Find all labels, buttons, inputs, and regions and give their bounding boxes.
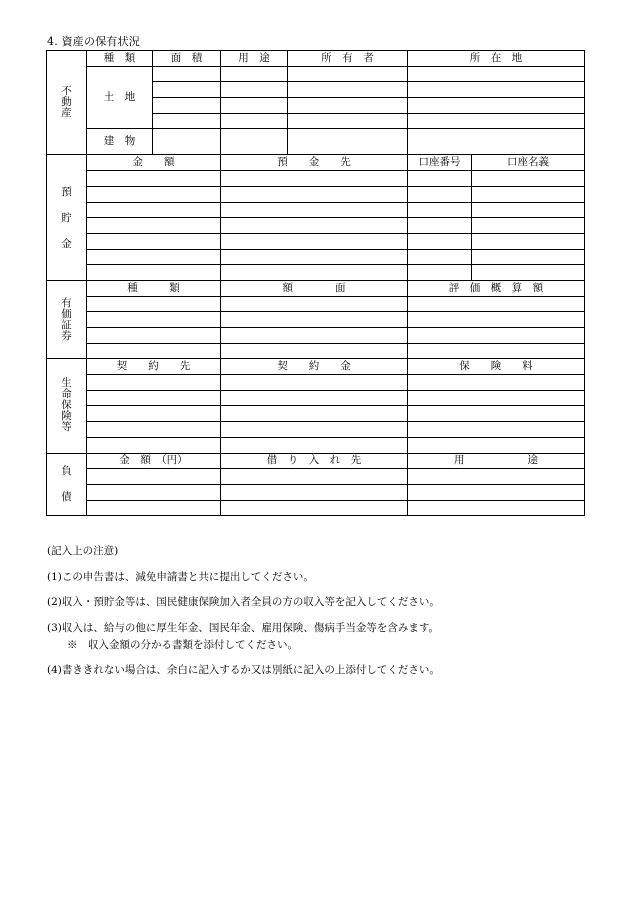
land-location-cell[interactable]: [408, 113, 585, 129]
land-use-cell[interactable]: [221, 66, 288, 82]
land-label: 土 地: [87, 66, 153, 129]
header-owner: 所 有 者: [288, 51, 408, 67]
header-account-name: 口座名義: [472, 155, 585, 171]
header-securities-type: 種 類: [87, 280, 221, 296]
note-item: (4)書ききれない場合は、余白に記入するか又は別紙に記入の上添付してください。: [47, 664, 440, 676]
debt-label: 負 債: [47, 453, 87, 516]
header-bank: 預 金 先: [221, 155, 408, 171]
section-title: 4. 資産の保有状況: [47, 35, 140, 48]
header-area: 面 積: [153, 51, 221, 67]
land-owner-cell[interactable]: [288, 98, 408, 114]
land-use-cell[interactable]: [221, 113, 288, 129]
header-insurer: 契 約 先: [87, 359, 221, 375]
header-estimated-value: 評 価 概 算 額: [408, 280, 585, 296]
header-type: 種 類: [87, 51, 153, 67]
debt-row[interactable]: [47, 469, 585, 485]
securities-row[interactable]: [47, 343, 585, 359]
land-area-cell[interactable]: [153, 98, 221, 114]
securities-row[interactable]: [47, 296, 585, 312]
note-item: (2)収入・預貯金等は、国民健康保険加入者全員の方の収入等を記入してください。: [47, 596, 440, 608]
land-area-cell[interactable]: [153, 113, 221, 129]
real-estate-label: 不 動 産: [47, 51, 87, 155]
land-use-cell[interactable]: [221, 98, 288, 114]
insurance-row[interactable]: [47, 375, 585, 391]
header-premium: 保 険 料: [408, 359, 585, 375]
debt-row[interactable]: [47, 484, 585, 500]
land-area-cell[interactable]: [153, 66, 221, 82]
savings-label: 預 貯 金: [47, 155, 87, 281]
savings-row[interactable]: [47, 249, 585, 265]
insurance-row[interactable]: [47, 437, 585, 453]
header-location: 所 在 地: [408, 51, 585, 67]
notes-heading: (記入上の注意): [47, 545, 119, 557]
land-owner-cell[interactable]: [288, 82, 408, 98]
savings-row[interactable]: [47, 202, 585, 218]
asset-table: [46, 50, 585, 516]
securities-row[interactable]: [47, 312, 585, 328]
header-lender: 借 り 入 れ 先: [221, 453, 408, 469]
header-debt-amount: 金 額 （円）: [87, 453, 221, 469]
securities-label: 有 価 証 券: [47, 280, 87, 358]
note-item: (3)収入は、給与の他に厚生年金、国民年金、雇用保険、傷病手当金等を含みます。: [47, 622, 440, 634]
insurance-row[interactable]: [47, 406, 585, 422]
note-item: (1)この申告書は、減免申請書と共に提出してください。: [47, 571, 314, 583]
insurance-label: 生 命 保 険 等: [47, 359, 87, 453]
header-amount: 金 額: [87, 155, 221, 171]
building-area-cell[interactable]: [153, 129, 221, 155]
insurance-row[interactable]: [47, 422, 585, 438]
header-account-number: 口座番号: [408, 155, 472, 171]
savings-row[interactable]: [47, 265, 585, 281]
building-location-cell[interactable]: [408, 129, 585, 155]
header-face-value: 額 面: [221, 280, 408, 296]
savings-row[interactable]: [47, 171, 585, 187]
note-item: ※ 収入金額の分かる書類を添付してください。: [67, 639, 298, 651]
securities-row[interactable]: [47, 328, 585, 344]
land-location-cell[interactable]: [408, 82, 585, 98]
land-owner-cell[interactable]: [288, 66, 408, 82]
land-location-cell[interactable]: [408, 66, 585, 82]
building-use-cell[interactable]: [221, 129, 288, 155]
savings-row[interactable]: [47, 186, 585, 202]
building-label: 建 物: [87, 129, 153, 155]
savings-row[interactable]: [47, 218, 585, 234]
insurance-row[interactable]: [47, 390, 585, 406]
header-use: 用 途: [221, 51, 288, 67]
land-location-cell[interactable]: [408, 98, 585, 114]
debt-row[interactable]: [47, 500, 585, 516]
header-debt-purpose: 用 途: [408, 453, 585, 469]
land-owner-cell[interactable]: [288, 113, 408, 129]
land-area-cell[interactable]: [153, 82, 221, 98]
land-use-cell[interactable]: [221, 82, 288, 98]
savings-row[interactable]: [47, 233, 585, 249]
building-owner-cell[interactable]: [288, 129, 408, 155]
header-contract-amount: 契 約 金: [221, 359, 408, 375]
